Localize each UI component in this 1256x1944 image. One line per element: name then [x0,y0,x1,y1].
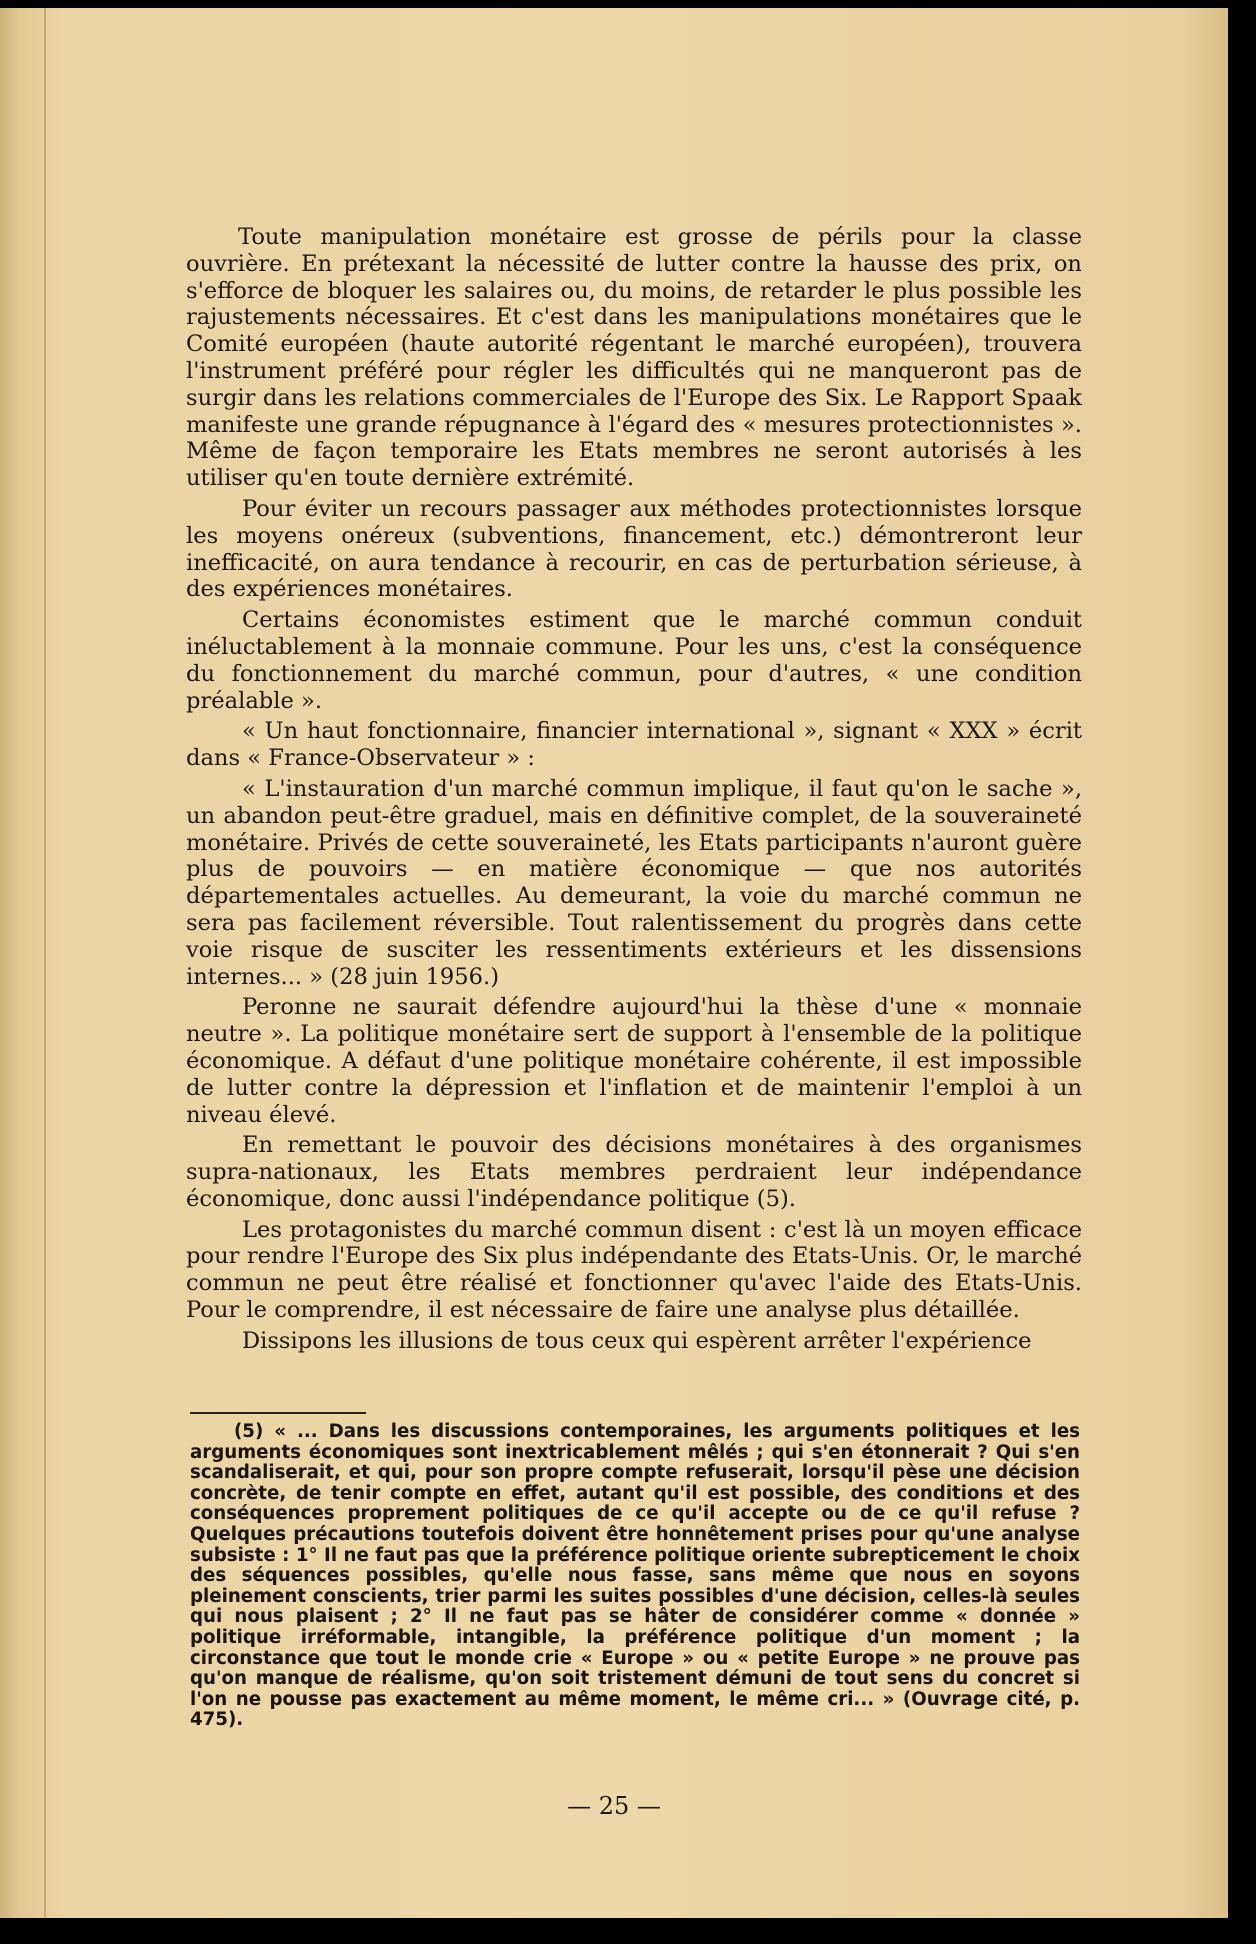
paragraph-8: Les protagonistes du marché commun disent : c'est là un moyen efficace pour rendre l'Europe des Six plus indépendante des Etats-Unis. Or, le marché commun ne peut être réalisé et fonctionner qu'avec l'aide des Etats-Unis. Pour le comprendre, il est nécessaire de faire une analyse plus détaillée. [186,1216,1082,1324]
page-fold [44,8,46,1918]
paragraph-7: En remettant le pouvoir des décisions monétaires à des organismes supra-nationaux, les Etats membres perdraient leur indépendance économique, donc aussi l'indépendance politique (5). [186,1132,1082,1212]
footnote-rule [190,1412,366,1414]
paragraph-2: Pour éviter un recours passager aux méthodes protectionnistes lorsque les moyens onéreux (subventions, financement, etc.) démontreront leur inefficacité, on aura tendance à recourir, en cas de perturbation sérieuse, à des expériences monétaires. [186,495,1082,603]
paragraph-1: Toute manipulation monétaire est grosse de périls pour la classe ouvrière. En prétexant la nécessité de lutter contre la hausse des prix, on s'efforce de bloquer les salaires ou, du moins, de retarder le plus possible les rajustements nécessaires. Et c'est dans les manipulations monétaires que le Comité européen (haute autorité régentant le marché européen), trouvera l'instrument préféré pour régler les difficultés qui ne manqueront pas de surgir dans les relations commerciales de l'Europe des Six. Le Rapport Spaak manifeste une grande répugnance à l'égard des « mesures protectionnistes ». Même de façon temporaire les Etats membres ne seront autorisés à les utiliser qu'en toute dernière extrémité. [186,224,1082,492]
paragraph-6: Peronne ne saurait défendre aujourd'hui la thèse d'une « monnaie neutre ». La politique monétaire sert de support à l'ensemble de la politique économique. A défaut d'une politique monétaire cohérente, il est impossible de lutter contre la dépression et l'inflation et de maintenir l'emploi à un niveau élevé. [186,994,1082,1128]
book-page [0,8,1228,1918]
footnote-5: (5) « ... Dans les discussions contemporaines, les arguments politiques et les arguments économiques sont inextricablement mêlés ; qui s'en étonnerait ? Qui s'en scandaliserait, et qui, pour son propre compte refuserait, lorsqu'il pèse une décision concrète, de tenir compte en effet, autant qu'il est possible, des conditions et des conséquences proprement politiques de ce qu'il accepte ou de ce qu'il refuse ? Quelques précautions toutefois doivent être honnêtement prises pour qu'une analyse subsiste : 1° Il ne faut pas que la préférence politique oriente subrepticement le choix des séquences possibles, qu'elle nous fasse, sans même que nous en soyons pleinement conscients, trier parmi les suites possibles d'une décision, celles-là seules qui nous plaisent ; 2° Il ne faut pas se hâter de considérer comme « donnée » politique irréformable, intangible, la préférence politique d'un moment ; la circonstance que tout le monde crie « Europe » ou « petite Europe » ne prouve pas qu'on manque de réalisme, qu'on soit tristement démuni de tout sens du concret si l'on ne pousse pas exactement au même moment, le même cri... » (Ouvrage cité, p. 475). [190,1421,1080,1731]
paragraph-4: « Un haut fonctionnaire, financier international », signant « XXX » écrit dans « France-Observateur » : [186,718,1082,772]
page-number: — 25 — [567,1792,661,1820]
paragraph-5-quote: « L'instauration d'un marché commun implique, il faut qu'on le sache », un abandon peut-être graduel, mais en définitive complet, de la souveraineté monétaire. Privés de cette souveraineté, les Etats participants n'auront guère plus de pouvoirs — en matière économique — que nos autorités départementales actuelles. Au demeurant, la voie du marché commun ne sera pas facilement réversible. Tout ralentissement du progrès dans cette voie risque de susciter les ressentiments extérieurs et les dissensions internes... » (28 juin 1956.) [186,775,1082,990]
main-text [186,224,1082,1359]
paragraph-3: Certains économistes estiment que le marché commun conduit inéluctablement à la monnaie commune. Pour les uns, c'est la conséquence du fonctionnement du marché commun, pour d'autres, « une condition préalable ». [186,607,1082,714]
paragraph-9: Dissipons les illusions de tous ceux qui espèrent arrêter l'expérience [242,1327,1032,1354]
